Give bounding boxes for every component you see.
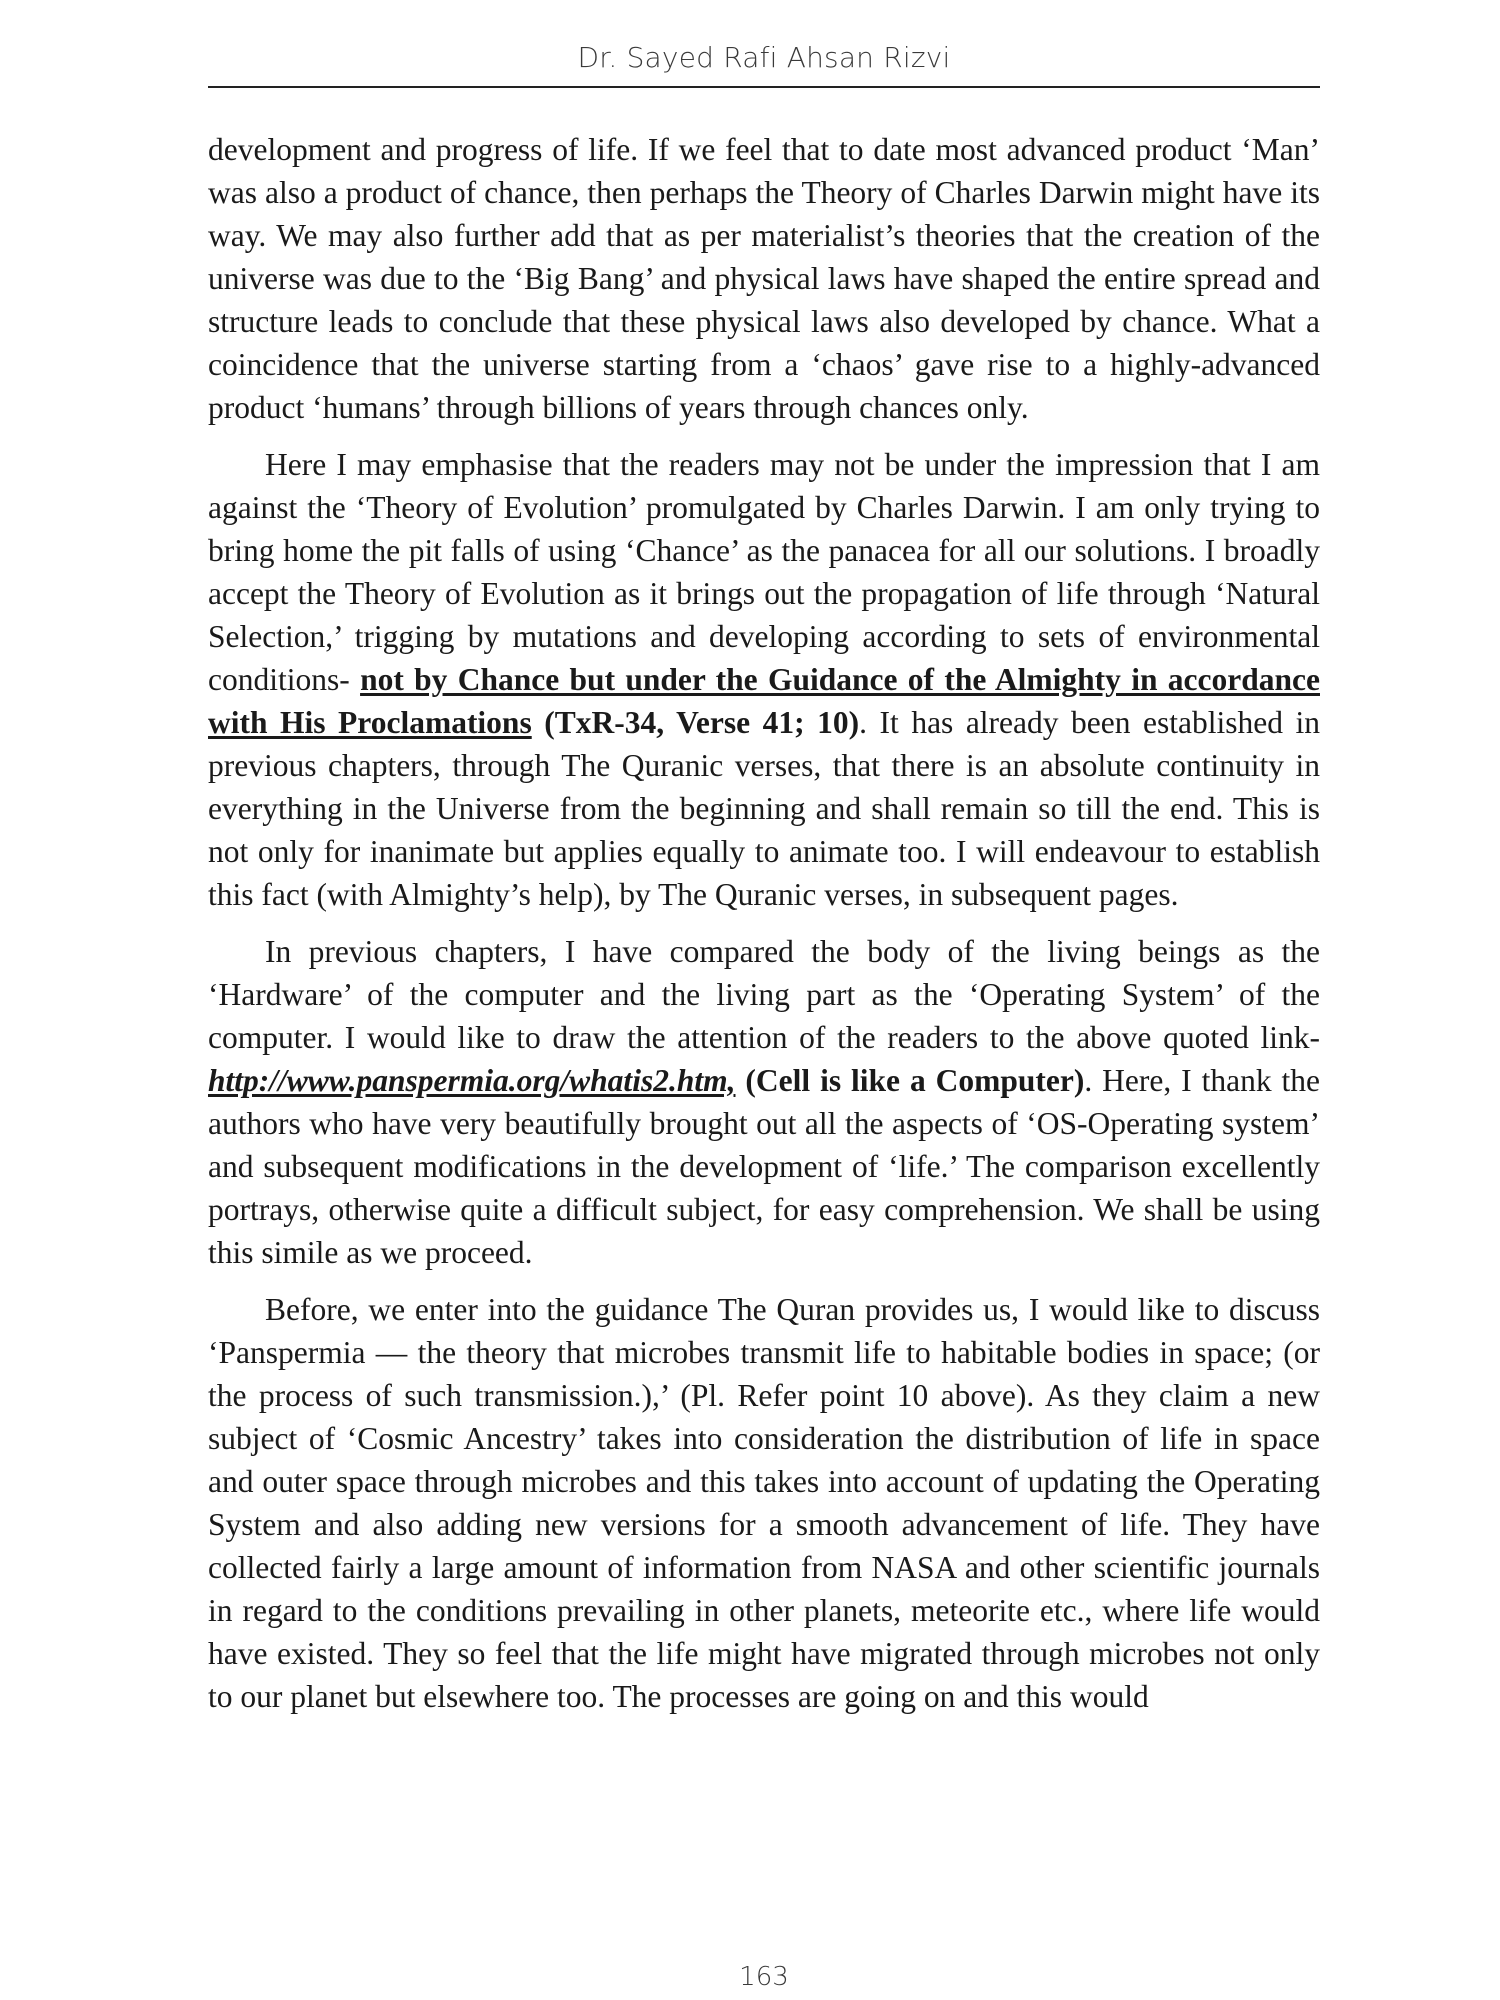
paragraph-1-text: development and progress of life. If we feel that to date most advanced product ‘Man’ was also a product of chance, then perhaps the Theory of Charles Darwin might have its way. We may also further add that as per materialist’s theories that the creation of the universe was due to the ‘Big Bang’ and physical laws have shaped the entire spread and structure leads to conclude that these physical laws also developed by chance. What a coincidence that the universe starting from a ‘chaos’ gave rise to a highly-advanced product ‘humans’ through billions of years through chances only. (208, 132, 1320, 425)
cell-computer-note: (Cell is like a Computer) (745, 1063, 1085, 1098)
paragraph-2-space (532, 705, 545, 740)
verse-citation: (TxR-34, Verse 41; 10) (544, 705, 860, 740)
header-rule (208, 86, 1320, 88)
panspermia-link[interactable]: http://www.panspermia.org/whatis2.htm, (208, 1063, 736, 1098)
paragraph-3-text-a: In previous chapters, I have compared the body of the living beings as the ‘Hardware’ of the computer and the living part as the ‘Operating System’ of the computer. I would like to draw the attention of the readers to the above quoted link- (208, 934, 1320, 1055)
paragraph-3-text-b: . Here, I thank the authors who have very beautifully brought out all the aspects of ‘OS-Operating system’ and subsequent modifications in the development of ‘life.’ The comparison excellently portrays, otherwise quite a difficult subject, for easy comprehension. We shall be using this simile as we proceed. (208, 1063, 1320, 1270)
running-head: Dr. Sayed Rafi Ahsan Rizvi (577, 41, 951, 74)
paragraph-3 (208, 930, 1320, 1274)
paragraph-2 (208, 443, 1320, 916)
paragraph-4 (208, 1288, 1320, 1718)
paragraph-1 (208, 128, 1320, 429)
paragraph-2-text-b: . It has already been established in previous chapters, through The Quranic verses, that there is an absolute continuity in everything in the Universe from the beginning and shall remain so till the end. This is not only for inanimate but applies equally to animate too. I will endeavour to establish this fact (with Almighty’s help), by The Quranic verses, in subsequent pages. (208, 705, 1321, 912)
paragraph-3-space (735, 1063, 745, 1098)
paragraph-4-text: Before, we enter into the guidance The Quran provides us, I would like to discuss ‘Panspermia — the theory that microbes transmit life to habitable bodies in space; (or the process of such transmission.),’ (Pl. Refer point 10 above). As they claim a new subject of ‘Cosmic Ancestry’ takes into consideration the distribution of life in space and outer space through microbes and this takes into account of updating the Operating System and also adding new versions for a smooth advancement of life. They have collected fairly a large amount of information from NASA and other scientific journals in regard to the conditions prevailing in other planets, meteorite etc., where life would have existed. They so feel that the life might have migrated through microbes not only to our planet but elsewhere too. The processes are going on and this would (208, 1292, 1320, 1714)
body-text (208, 128, 1320, 1732)
guidance-emphasis: not by Chance but under the Guidance of the Almighty in accordance with His Proclamations (208, 662, 1320, 740)
page-number: 163 (739, 1962, 789, 1992)
paragraph-2-text-a: Here I may emphasise that the readers may not be under the impression that I am against the ‘Theory of Evolution’ promulgated by Charles Darwin. I am only trying to bring home the pit falls of using ‘Chance’ as the panacea for all our solutions. I broadly accept the Theory of Evolution as it brings out the propagation of life through ‘Natural Selection,’ trigging by mutations and developing according to sets of environmental conditions- (208, 447, 1320, 697)
